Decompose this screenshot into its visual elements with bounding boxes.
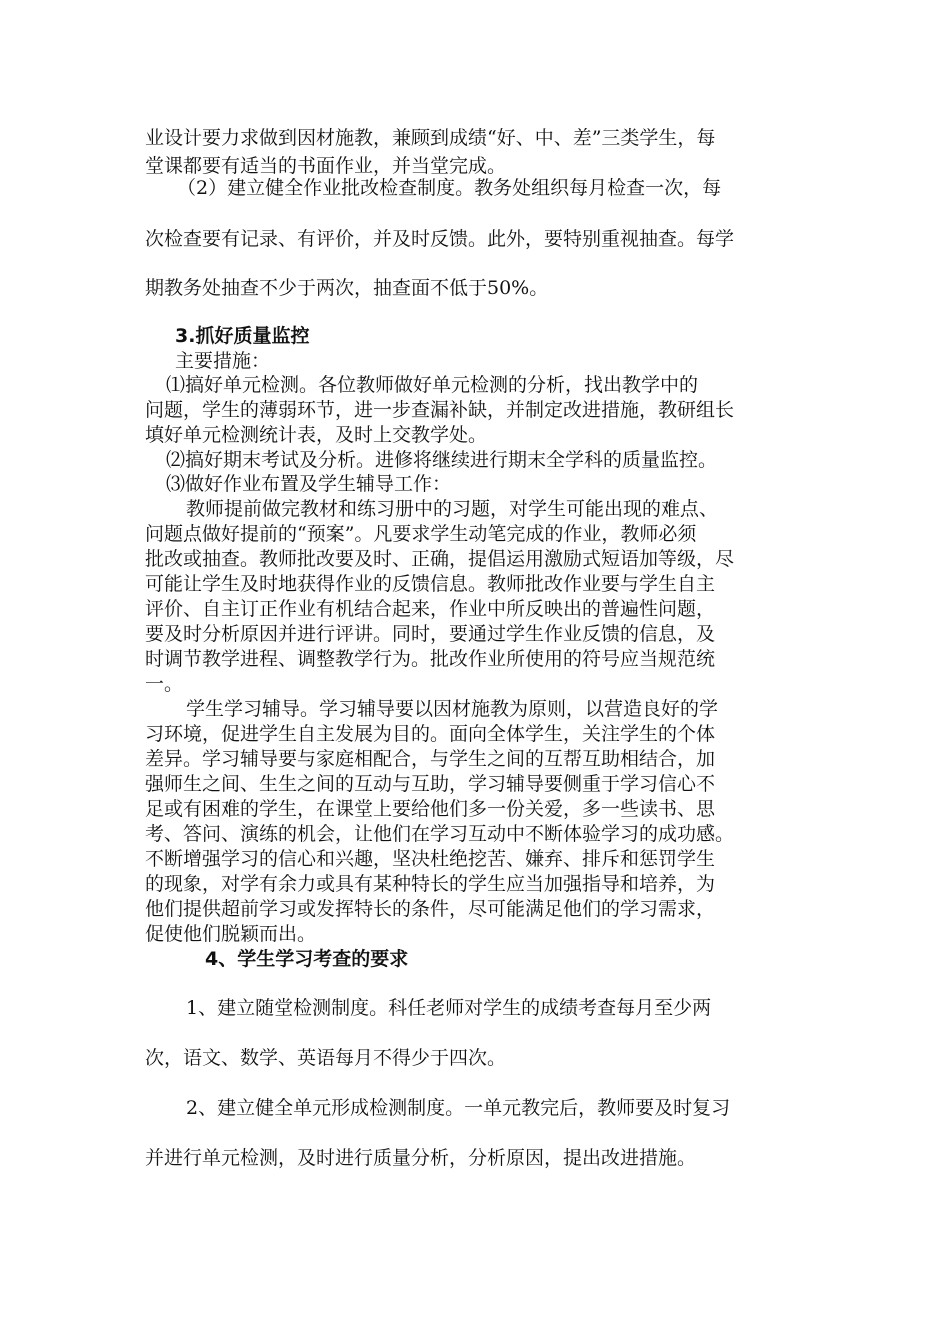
text-line: 次检查要有记录、有评价，并及时反馈。此外，要特别重视抽查。每学 (145, 228, 735, 250)
text-line: 时调节教学进程、调整教学行为。批改作业所使用的符号应当规范统 (145, 648, 716, 670)
text-line: 可能让学生及时地获得作业的反馈信息。教师批改作业要与学生自主 (145, 573, 716, 595)
text-line: 学生学习辅导。学习辅导要以因材施教为原则，以营造良好的学 (186, 698, 719, 720)
text-line: 强师生之间、生生之间的互动与互助，学习辅导要侧重于学习信心不 (145, 773, 716, 795)
text-line: 批改或抽查。教师批改要及时、正确，提倡运用激励式短语加等级，尽 (145, 548, 735, 570)
text-line: （2）建立健全作业批改检查制度。教务处组织每月检查一次，每 (177, 177, 722, 199)
text-line: 不断增强学习的信心和兴趣，坚决杜绝挖苦、嫌弃、排斥和惩罚学生 (145, 848, 716, 870)
text-line: 考、答问、演练的机会，让他们在学习互动中不断体验学习的成功感。 (145, 823, 735, 845)
text-line: 问题点做好提前的“预案”。凡要求学生动笔完成的作业，教师必须 (145, 523, 697, 545)
text-line: 次，语文、数学、英语每月不得少于四次。 (145, 1047, 507, 1069)
text-line: 习环境，促进学生自主发展为目的。面向全体学生，关注学生的个体 (145, 723, 716, 745)
text-line: 期教务处抽查不少于两次，抽查面不低于50%。 (145, 277, 549, 299)
text-line: ⑶做好作业布置及学生辅导工作： (166, 473, 452, 495)
section-heading-3: 3.抓好质量监控 (175, 325, 310, 347)
text-line: 差异。学习辅导要与家庭相配合，与学生之间的互帮互助相结合，加 (145, 748, 716, 770)
text-line: 他们提供超前学习或发挥特长的条件，尽可能满足他们的学习需求， (145, 898, 716, 920)
text-line: ⑴搞好单元检测。各位教师做好单元检测的分析，找出教学中的 (166, 374, 699, 396)
text-line: 1、建立随堂检测制度。科任老师对学生的成绩考查每月至少两 (186, 997, 712, 1019)
section-heading-4: 4、学生学习考查的要求 (205, 948, 409, 970)
text-line: 并进行单元检测，及时进行质量分析，分析原因，提出改进措施。 (145, 1147, 697, 1169)
text-line: 评价、自主订正作业有机结合起来，作业中所反映出的普遍性问题， (145, 598, 716, 620)
text-line: 业设计要力求做到因材施教，兼顾到成绩“好、中、差”三类学生，每 (145, 127, 716, 149)
text-line: 足或有困难的学生，在课堂上要给他们多一份关爱，多一些读书、思 (145, 798, 716, 820)
text-line: 要及时分析原因并进行评讲。同时，要通过学生作业反馈的信息，及 (145, 623, 716, 645)
text-line: 填好单元检测统计表，及时上交教学处。 (145, 424, 488, 446)
text-line: 问题，学生的薄弱环节，进一步查漏补缺，并制定改进措施，教研组长 (145, 399, 735, 421)
text-line: 2、建立健全单元形成检测制度。一单元教完后，教师要及时复习 (186, 1097, 731, 1119)
text-line: 的现象，对学有余力或具有某种特长的学生应当加强指导和培养，为 (145, 873, 716, 895)
text-line: ⑵搞好期末考试及分析。进修将继续进行期末全学科的质量监控。 (166, 449, 718, 471)
text-line: 堂课都要有适当的书面作业，并当堂完成。 (145, 155, 507, 177)
main-measures-label: 主要措施： (175, 350, 271, 372)
text-line: 促使他们脱颖而出。 (145, 923, 317, 945)
text-line: 教师提前做完教材和练习册中的习题，对学生可能出现的难点、 (186, 498, 719, 520)
text-line: 一。 (145, 673, 184, 695)
